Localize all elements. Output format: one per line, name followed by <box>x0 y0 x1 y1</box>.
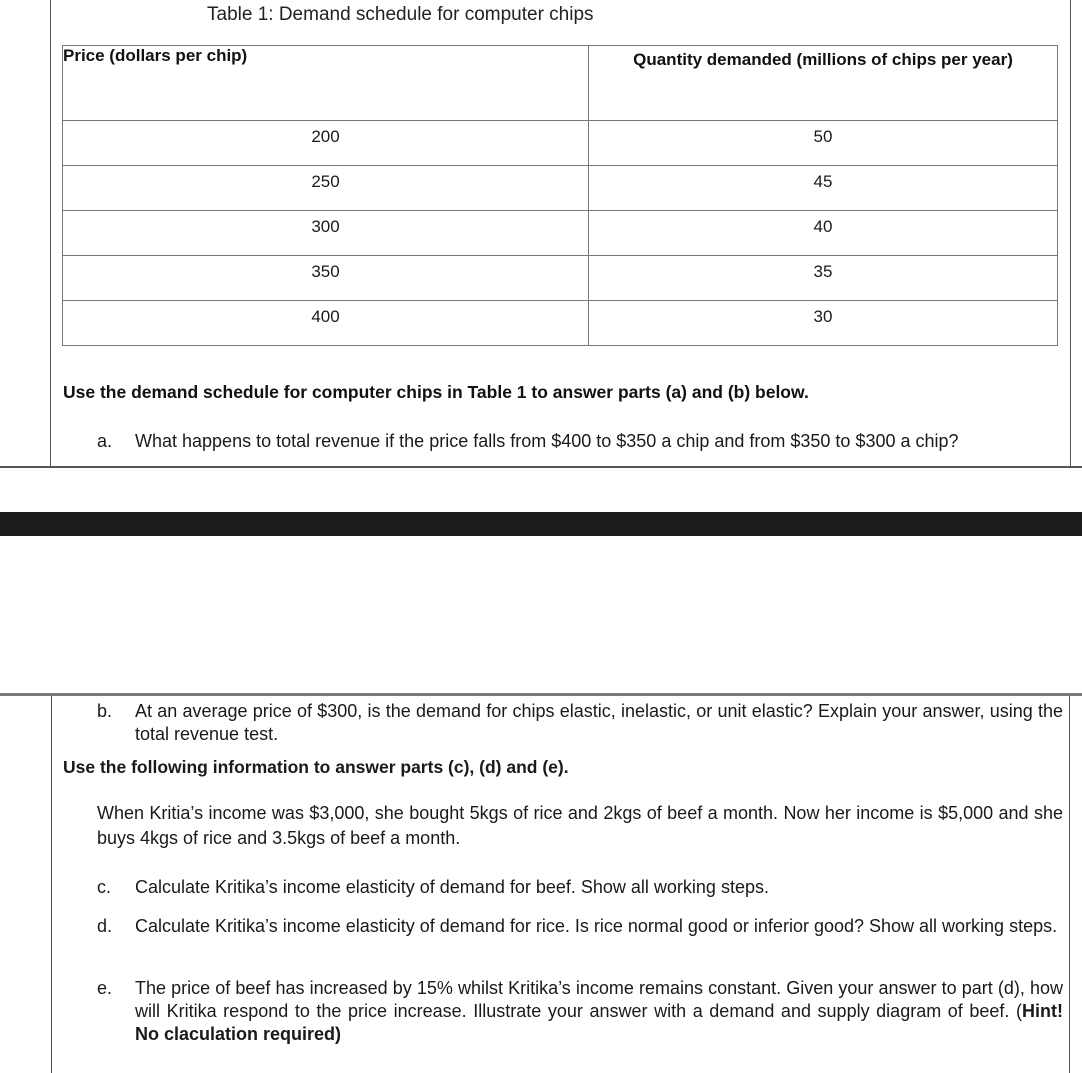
document-page-top <box>0 0 1082 467</box>
document-page-bottom <box>0 693 1082 1073</box>
quantity-cell: 40 <box>589 211 1058 256</box>
question-text <box>135 977 1063 1046</box>
question-letter: b. <box>97 701 113 721</box>
question-letter: a. <box>97 431 113 451</box>
question-letter: e. <box>97 978 113 998</box>
question-b <box>97 700 1063 746</box>
question-e <box>97 977 1063 1046</box>
table-row <box>63 256 1058 301</box>
question-letter: d. <box>97 916 113 936</box>
price-cell: 250 <box>63 166 589 211</box>
price-cell: 200 <box>63 121 589 166</box>
question-text: Calculate Kritika’s income elasticity of demand for beef. Show all working steps. <box>135 877 769 897</box>
page-break-band <box>0 512 1082 536</box>
quantity-cell: 30 <box>589 301 1058 346</box>
price-column-header: Price (dollars per chip) <box>63 46 589 121</box>
price-cell: 350 <box>63 256 589 301</box>
table-row <box>63 211 1058 256</box>
price-cell: 300 <box>63 211 589 256</box>
instruction-parts-ab: Use the demand schedule for computer chips in Table 1 to answer parts (a) and (b) below. <box>63 382 809 402</box>
question-a <box>97 431 959 452</box>
quantity-column-header: Quantity demanded (millions of chips per year) <box>589 46 1058 121</box>
question-d <box>97 915 1063 938</box>
question-text: What happens to total revenue if the price falls from $400 to $350 a chip and from $350 to $300 a chip? <box>135 431 959 451</box>
instruction-parts-cde: Use the following information to answer parts (c), (d) and (e). <box>63 757 569 777</box>
table-caption: Table 1: Demand schedule for computer chips <box>207 4 594 25</box>
table-row <box>63 166 1058 211</box>
quantity-cell: 35 <box>589 256 1058 301</box>
question-e-body: The price of beef has increased by 15% whilst Kritika’s income remains constant. Given your answer to part (d), how will Kritika respond to the price increase. Illustrate your answer with a demand and supply diagram of beef. ( <box>135 978 1063 1021</box>
question-text: At an average price of $300, is the demand for chips elastic, inelastic, or unit elastic? Explain your answer, using the total revenue test. <box>135 701 1063 744</box>
page-divider <box>0 466 1082 468</box>
table-row <box>63 121 1058 166</box>
scenario-paragraph: When Kritia’s income was $3,000, she bought 5kgs of rice and 2kgs of beef a month. Now her income is $5,000 and she buys 4kgs of rice and 3.5kgs of beef a month. <box>97 803 1063 848</box>
table-header-row <box>63 46 1058 121</box>
question-letter: c. <box>97 877 112 897</box>
quantity-cell: 45 <box>589 166 1058 211</box>
price-cell: 400 <box>63 301 589 346</box>
table-row <box>63 301 1058 346</box>
quantity-cell: 50 <box>589 121 1058 166</box>
question-text: Calculate Kritika’s income elasticity of demand for rice. Is rice normal good or inferior good? Show all working steps. <box>135 916 1058 936</box>
question-c <box>97 876 1063 899</box>
question-e-hint: Hint! No claculation required) <box>135 1001 1063 1044</box>
demand-schedule-table <box>62 45 1058 346</box>
